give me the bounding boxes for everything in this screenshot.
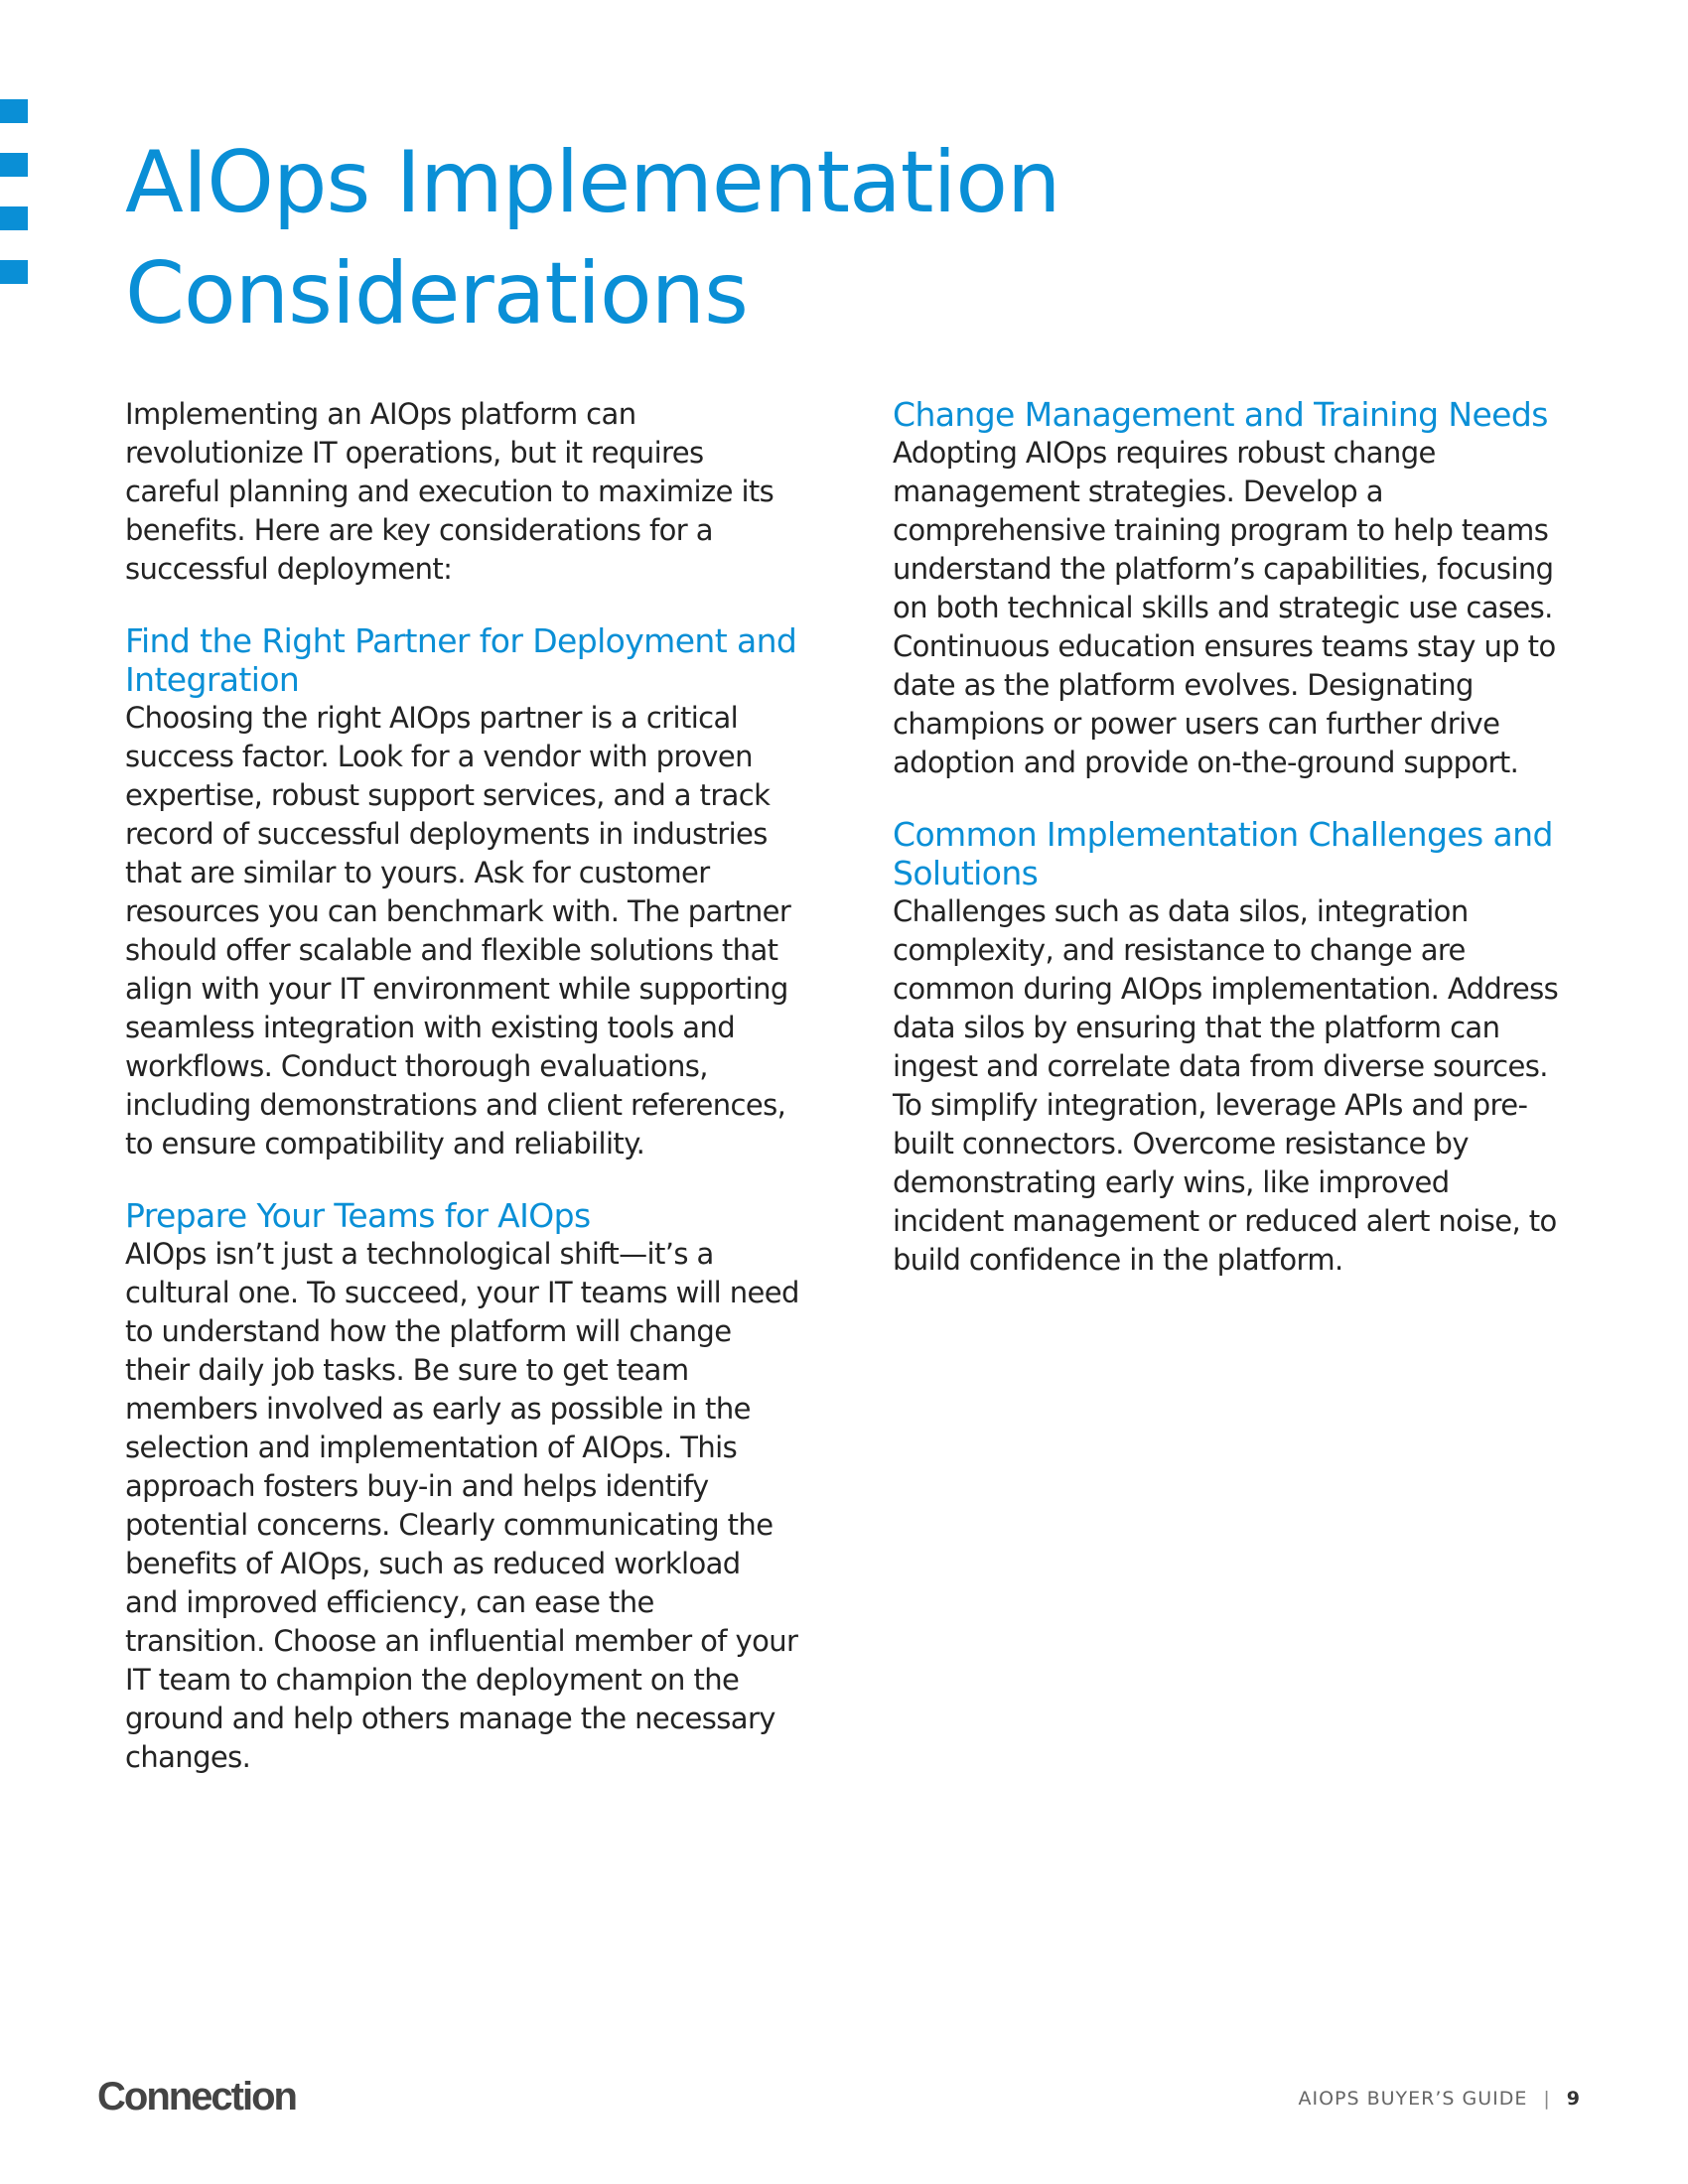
page-footer	[1298, 2088, 1581, 2110]
edge-mark	[0, 206, 28, 230]
section-common-challenges	[893, 815, 1568, 1280]
page-title-line-2: Considerations	[125, 244, 748, 343]
page-title	[125, 127, 1060, 349]
connection-logo: Connection	[97, 2075, 296, 2118]
section-heading: Common Implementation Challenges and Solutions	[893, 815, 1553, 892]
section-prepare-teams	[125, 1196, 800, 1777]
section-body: Choosing the right AIOps partner is a critical success factor. Look for a vendor with proven expertise, robust support services, and a track record of successful deployments in industries that are similar to yours. Ask for customer resources you can benchmark with. The partner should offer scalable and flexible solutions that align with your IT environment while supporting seamless integration with existing tools and workflows. Conduct thorough evaluations, including demonstrations and client references, to ensure compatibility and reliability.	[125, 701, 791, 1160]
footer-separator: |	[1543, 2088, 1551, 2110]
page-title-line-1: AIOps Implementation	[125, 133, 1060, 232]
edge-decoration	[0, 99, 28, 314]
edge-mark	[0, 153, 28, 177]
guide-name: AIOPS BUYER’S GUIDE	[1298, 2088, 1528, 2110]
intro-paragraph: Implementing an AIOps platform can revolutionize IT operations, but it requires careful planning and execution to maximize its benefits. Here are key considerations for a successful deployment:	[125, 397, 774, 586]
section-body: AIOps isn’t just a technological shift—it’s a cultural one. To succeed, your IT teams will need to understand how the platform will change their daily job tasks. Be sure to get team members involved as early as possible in the selection and implementation of AIOps. This approach fosters buy-in and helps identify potential concerns. Clearly communicating the benefits of AIOps, such as reduced workload and improved efficiency, can ease the transition. Choose an influential member of your IT team to champion the deployment on the ground and help others manage the necessary changes.	[125, 1237, 799, 1774]
section-heading: Find the Right Partner for Deployment and Integration	[125, 621, 797, 699]
right-column	[893, 395, 1568, 1280]
left-column	[125, 395, 800, 1777]
section-find-partner	[125, 621, 800, 1163]
section-change-management	[893, 395, 1568, 782]
page-number: 9	[1566, 2088, 1581, 2110]
edge-mark	[0, 260, 28, 284]
section-heading: Change Management and Training Needs	[893, 395, 1548, 434]
edge-mark	[0, 99, 28, 123]
section-body: Adopting AIOps requires robust change management strategies. Develop a comprehensive training program to help teams understand the platform’s capabilities, focusing on both technical skills and strategic use cases. Continuous education ensures teams stay up to date as the platform evolves. Designating champions or power users can further drive adoption and provide on-the-ground support.	[893, 436, 1556, 779]
section-body: Challenges such as data silos, integration complexity, and resistance to change are common during AIOps implementation. Address data silos by ensuring that the platform can ingest and correlate data from diverse sources. To simplify integration, leverage APIs and pre-built connectors. Overcome resistance by demonstrating early wins, like improved incident management or reduced alert noise, to build confidence in the platform.	[893, 894, 1559, 1277]
section-heading: Prepare Your Teams for AIOps	[125, 1196, 591, 1235]
